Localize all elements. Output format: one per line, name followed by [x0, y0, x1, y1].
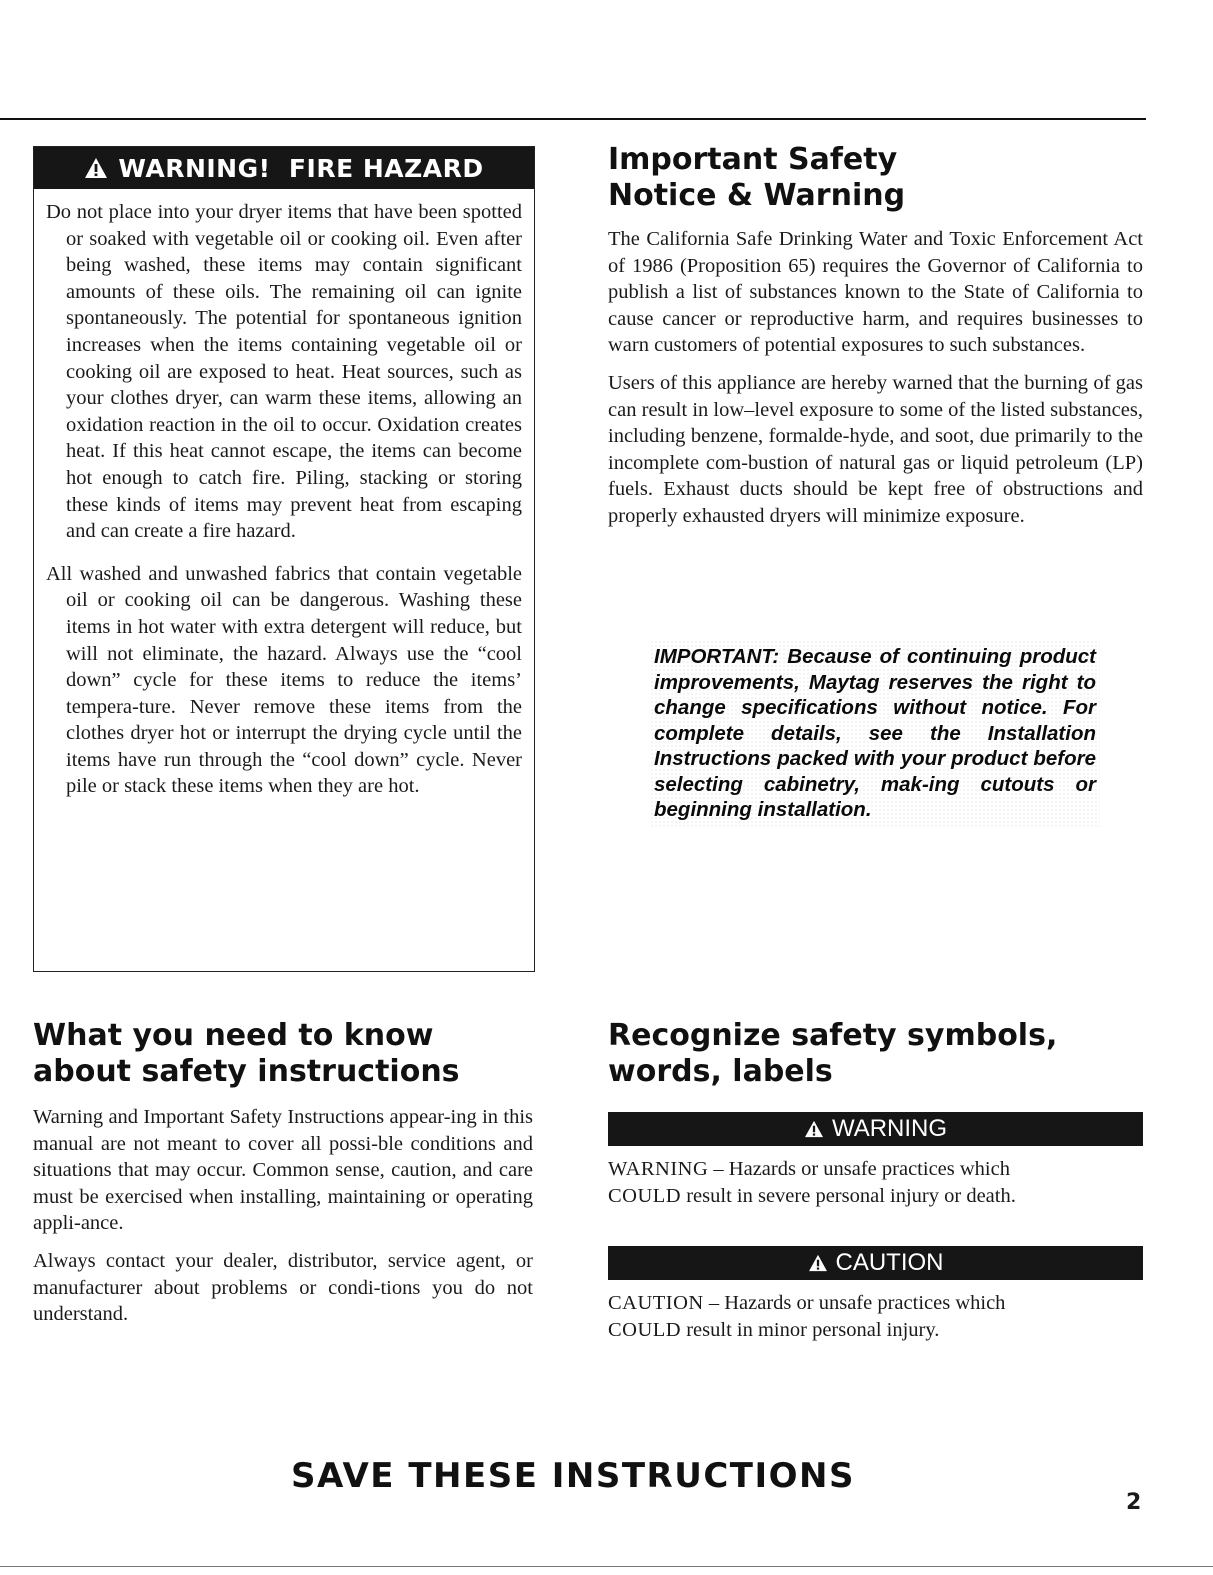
need-to-know-heading — [33, 1018, 533, 1090]
fire-hazard-title: WARNING! FIRE HAZARD — [118, 153, 484, 183]
need-to-know-heading-line: What you need to know — [33, 1018, 434, 1053]
safety-notice-heading-line: Notice & Warning — [608, 178, 906, 213]
warning-description — [608, 1156, 1143, 1210]
need-to-know-paragraph: Always contact your dealer, distributor, service agent, or manufacturer about problems or condi-tions you do not understand. — [33, 1249, 533, 1326]
fire-hazard-banner — [34, 147, 534, 189]
safety-symbols-heading — [608, 1018, 1143, 1090]
page-number: 2 — [1126, 1490, 1142, 1515]
fire-hazard-box — [33, 146, 535, 972]
save-instructions: SAVE THESE INSTRUCTIONS — [290, 1456, 855, 1496]
need-to-know-heading-line: about safety instructions — [33, 1054, 460, 1089]
safety-symbols-section — [608, 1018, 1143, 1344]
warning-triangle-icon — [804, 1120, 824, 1138]
need-to-know-section — [33, 1018, 533, 1339]
warning-description-text: – Hazards or unsafe practices which — [708, 1158, 1010, 1180]
safety-notice-heading-line: Important Safety — [608, 142, 898, 177]
warning-word: WARNING — [608, 1158, 709, 1180]
safety-notice-heading — [608, 142, 1143, 214]
caution-word: CAUTION — [608, 1292, 704, 1314]
caution-description-text: – Hazards or unsafe practices which — [703, 1292, 1006, 1314]
fire-hazard-paragraph: All washed and unwashed fabrics that contain vegetable oil or cooking oil can be dangerous. Washing these items in hot water with extra detergent will reduce, but will not eliminate, the hazard. Always use the “cool down” cycle for these items to reduce the items’ tempera-ture. Never remove these items from the clothes dryer hot or interrupt the drying cycle until the items have run through the “cool down” cycle. Never pile or stack these items when they are hot. — [46, 562, 522, 798]
safety-symbols-heading-line: words, labels — [608, 1054, 833, 1089]
safety-notice-section — [608, 142, 1143, 541]
warning-description-text: result in severe personal injury or death. — [681, 1185, 1016, 1207]
fire-hazard-paragraph: Do not place into your dryer items that have been spotted or soaked with vegetable oil or cooking oil. Even after being washed, these items may contain significant amounts of these oils. The remaining oil can ignite spontaneously. The potential for spontaneous ignition increases when the items containing vegetable oil or cooking oil are exposed to heat. Heat sources, such as your clothes dryer, can warm these items, allowing an oxidation reaction in the oil to occur. Oxidation creates heat. If this heat cannot escape, the items can become hot enough to catch fire. Piling, stacking or storing these kinds of items may prevent heat from escaping and can create a fire hazard. — [46, 201, 522, 543]
top-rule — [0, 118, 1146, 120]
warning-could-word: COULD — [608, 1185, 682, 1207]
caution-description-text: result in minor personal injury. — [681, 1319, 940, 1341]
caution-signal-bar — [608, 1246, 1143, 1280]
need-to-know-paragraph: Warning and Important Safety Instructions appear-ing in this manual are not meant to cover all possi-ble conditions and situations that may occur. Common sense, caution, and care must be exercised when installing, maintaining or operating appli-ance. — [33, 1106, 533, 1235]
warning-triangle-icon — [808, 1254, 828, 1272]
warning-signal-label: WARNING — [831, 1115, 948, 1142]
caution-description — [608, 1290, 1143, 1344]
bottom-rule — [0, 1566, 1213, 1567]
safety-notice-paragraph: Users of this appliance are hereby warned that the burning of gas can result in low–level exposure to some of the listed substances, including benzene, formalde-hyde, and soot, due primarily to the incomplete com-bustion of natural gas or liquid petroleum (LP) fuels. Exhaust ducts should be kept free of obstructions and properly exhausted dryers will minimize exposure. — [608, 371, 1143, 527]
caution-could-word: COULD — [608, 1319, 682, 1341]
important-notice: IMPORTANT: Because of continuing product improvements, Maytag reserves the right to change specifications without notice. For complete details, see the Installation Instructions packed with your product before selecting cabinetry, mak-ing cutouts or beginning installation. — [650, 640, 1100, 827]
warning-triangle-icon — [84, 157, 108, 179]
warning-signal-bar — [608, 1112, 1143, 1146]
fire-hazard-text — [34, 189, 534, 800]
caution-signal-label: CAUTION — [835, 1249, 944, 1276]
safety-notice-paragraph: The California Safe Drinking Water and Toxic Enforcement Act of 1986 (Proposition 65) requires the Governor of California to publish a list of substances known to the State of California to cause cancer or reproductive harm, and requires businesses to warn customers of potential exposures to such substances. — [608, 228, 1143, 357]
safety-symbols-heading-line: Recognize safety symbols, — [608, 1018, 1058, 1053]
